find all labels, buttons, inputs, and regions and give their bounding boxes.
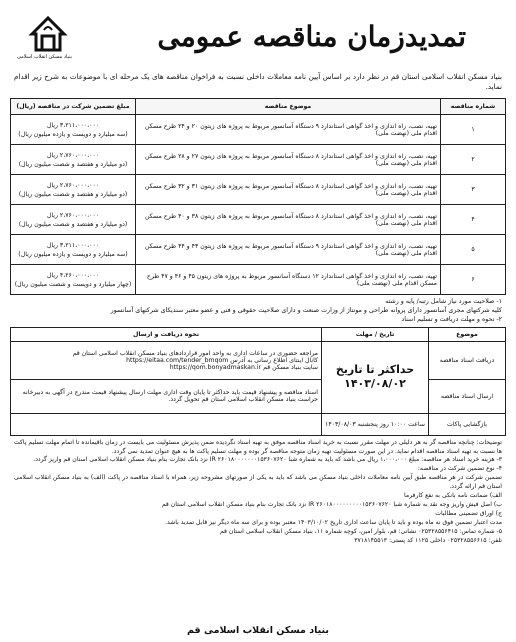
tender-amount: ۴،۲۶۰،۰۰۰،۰۰۰ ریال xyxy=(46,271,100,279)
note-line: تلفن: ۰۲۵۳۲۸۵۵۶۶۱۵ داخلی ۱۱۲۵ کد پستی: ۳۷۱۸۱۴۵۵۱۳ xyxy=(354,536,502,544)
tender-row xyxy=(11,265,506,295)
note-line: توضیحات: چنانچه مناقصه گر به هر دلیلی در مهلت مقرر نسبت به خرید اسناد مناقصه موفق به تهیه اسناد نگردیده ضمن پذیرش مسئولیت می بایست در زمان باقیمانده تا اتمام مهلت تسلیم پاکت ها نسبت به تهیه اسناد مناقصه اقدام نماید. در این صورت مسئولیت تهیه زمان متوجه مناقصه گر بوده و مهلت تسلیم پاکت ها به هیچ عنوان تمدید نمی گردد. xyxy=(14,438,502,455)
tender-number: ۱ xyxy=(441,115,506,145)
deadline-label: حداکثر تا تاریخ xyxy=(335,363,415,377)
note-line: تضمین شرکت در هر مناقصه طبق آیین نامه معاملات داخلی بنیاد مسکن می باشد که باید به یکی از صورتهای مشروحه زیر، همراه با اسناد مناقصه در پاکت (الف) به بنیاد مسکن انقلاب اسلامی استان قم ارائه گردد. xyxy=(14,474,502,491)
note-line: الف) ضمانت نامه بانکی به نفع کارفرما xyxy=(404,492,502,500)
tender-amount-cell xyxy=(11,175,136,205)
logo xyxy=(16,14,72,66)
col-header-number: شماره مناقصه xyxy=(441,99,506,115)
tender-amount-words: (دو میلیارد و هفتصد و شصت میلیون ریال) xyxy=(18,190,128,198)
tenders-table xyxy=(10,98,506,295)
tender-subject: تهیه، نصب، راه اندازی و اخذ گواهی استاندارد ۹ دستگاه آسانسور مربوط به پروژه های زیتون ۴۳ و ۴۴ طرح مسکن اقدام ملی (نهضت ملی) xyxy=(136,235,441,265)
intro-text: بنیاد مسکن انقلاب اسلامی استان قم در نظر دارد بر اساس آیین نامه معاملات داخلی نسبت به فراخوان مناقصه های یک مرحله ای با موضوعات به شرح زیر اقدام نماید. xyxy=(14,72,502,91)
method-line: مراجعه حضوری در ساعات اداری به واحد امور قراردادهای بنیاد مسکن انقلاب اسلامی استان قم xyxy=(72,349,318,357)
note-line: ۴- نوع تضمین شرکت در مناقصه: xyxy=(417,465,502,473)
deadline-cell xyxy=(322,341,429,413)
schedule-topic: ارسال اسناد مناقصه xyxy=(429,379,506,413)
note-line: مدت اعتبار تضمین فوق نه ماه بوده و باید تا پایان ساعت اداری تاریخ ۱۴۰۳/۱۰/۰۲ معتبر بوده و برای سه ماه دیگر نیز قابل تمدید باشد. xyxy=(165,518,502,526)
tender-subject: تهیه، نصب، راه اندازی و اخذ گواهی استاندارد ۸ دستگاه آسانسور مربوط به پروژه های زیتون ۲۷ و ۲۸ طرح مسکن اقدام ملی (نهضت ملی) xyxy=(136,145,441,175)
col-header-topic: موضوع xyxy=(429,327,506,341)
header xyxy=(10,6,506,72)
schedule-topic: بازگشایی پاکات xyxy=(429,413,506,435)
schedule-method-empty xyxy=(11,413,322,435)
footer-signature: بنیاد مسکن انقلاب اسلامی قم xyxy=(186,625,329,636)
house-logo-icon xyxy=(28,14,68,54)
condition-1: ۱- صلاحیت مورد نیاز شامل رتبه/ پایه و رشته xyxy=(385,298,502,305)
schedule-table xyxy=(10,327,506,436)
col-header-method: نحوه دریافت و ارسال xyxy=(11,327,322,341)
bottom-notes xyxy=(14,439,502,546)
col-header-date: تاریخ / مهلت xyxy=(322,327,429,341)
logo-caption: بنیاد مسکن انقلاب اسلامی xyxy=(16,54,72,60)
tender-number: ۲ xyxy=(441,145,506,175)
schedule-row-send xyxy=(11,379,506,413)
page-title: تمدیدزمان مناقصه عمومی xyxy=(157,20,466,53)
site-link[interactable]: سایت بنیاد مسکن قم https://qom.bonyadmaskan.ir xyxy=(169,363,318,371)
schedule-topic: دریافت اسناد مناقصه xyxy=(429,341,506,379)
tender-row xyxy=(11,205,506,235)
tenders-header-row xyxy=(11,99,506,115)
tender-amount: ۲،۷۶۰،۰۰۰،۰۰۰ ریال xyxy=(46,151,100,159)
tender-amount: ۲،۷۶۰،۰۰۰،۰۰۰ ریال xyxy=(46,211,100,219)
tender-amount-words: (دو میلیارد و هفتصد و شصت میلیون ریال) xyxy=(18,160,128,168)
tender-amount-cell xyxy=(11,145,136,175)
tender-amount-words: (سه میلیارد و دویست و یازده میلیون ریال) xyxy=(18,250,128,258)
tender-amount-cell xyxy=(11,235,136,265)
opening-date: ساعت ۱۰:۰۰ روز پنجشنبه ۱۴۰۳/۰۸/۰۳ xyxy=(322,413,429,435)
tender-amount: ۲،۷۶۰،۰۰۰،۰۰۰ ریال xyxy=(46,181,100,189)
note-line: ج) اوراق تضمینی مطالبات xyxy=(435,509,502,517)
note-line: ب) اصل فیش واریز وجه نقد به شماره شبا IR ۲۶۰۱۸۰۰۰۰۰۰۰۰۰۱۵۳۶۰۷۶۲۰ نزد بانک تجارت بنام بنیاد مسکن انقلاب اسلامی استان قم xyxy=(161,500,502,508)
condition-3: ۲- نحوه و مهلت دریافت و تسلیم اسناد xyxy=(401,316,502,324)
tender-row xyxy=(11,115,506,145)
tender-amount: ۳،۲۱۱،۰۰۰،۰۰۰ ریال xyxy=(46,121,100,129)
schedule-method xyxy=(11,341,322,379)
tender-amount-words: (دو میلیارد و هفتصد و شصت میلیون ریال) xyxy=(18,220,128,228)
tender-amount-cell xyxy=(11,205,136,235)
tender-amount-words: (سه میلیارد و دویست و یازده میلیون ریال) xyxy=(18,130,128,138)
note-line: ۵- شماره تماس: ۰۲۵۳۲۸۵۵۶۴۱۵ نشانی: قم، بلوار امین، کوچه شماره ۱۱، بنیاد مسکن انقلاب اسلامی استان قم xyxy=(219,527,502,535)
schedule-method: اسناد مناقصه و پیشنهاد قیمت باید حداکثر تا پایان وقت اداری مهلت ارسال پیشنهاد قیمت مندرج در آگهی به دبیرخانه حراست بنیاد مسکن انقلاب اسلامی استان قم تحویل گردد. xyxy=(11,379,322,413)
conditions xyxy=(14,297,502,325)
tender-number: ۴ xyxy=(441,205,506,235)
deadline-date: ۱۴۰۳/۰۸/۰۲ xyxy=(344,377,406,391)
col-header-amount: مبلغ تضمین شرکت در مناقصه (ریال) xyxy=(11,99,136,115)
tender-amount-cell xyxy=(11,115,136,145)
tender-row xyxy=(11,145,506,175)
tender-amount: ۳،۲۱۱،۰۰۰،۰۰۰ ریال xyxy=(46,241,100,249)
tender-row xyxy=(11,175,506,205)
schedule-header-row xyxy=(11,327,506,341)
tender-amount-words: (چهار میلیارد و دویست و شصت میلیون ریال) xyxy=(14,280,132,288)
channel-link[interactable]: کانال اینتای اطلاع رسانی به آدرس https://eitaa.com/tender_bmqom xyxy=(126,356,318,364)
schedule-row-open xyxy=(11,413,506,435)
tender-number: ۶ xyxy=(441,265,506,295)
col-header-subject: موضوع مناقصه xyxy=(136,99,441,115)
schedule-row-receive xyxy=(11,341,506,379)
tender-subject: تهیه، نصب، راه اندازی و اخذ گواهی استاندارد ۹ دستگاه آسانسور مربوط به پروژه های زیتون ۲۰ و ۲۴ طرح مسکن اقدام ملی (نهضت ملی) xyxy=(136,115,441,145)
condition-2: کلیه شرکتهای مجری آسانسور دارای پروانه طراحی و مونتاژ از وزارت صنعت و دارای صلاحیت حقوقی و فنی و عضو معتبر سندیکای شرکتهای آسانسور xyxy=(110,307,502,315)
tender-number: ۵ xyxy=(441,235,506,265)
tender-subject: تهیه، نصب، راه اندازی و اخذ گواهی استاندارد ۱۲ دستگاه آسانسور مربوط به پروژه های زیتون ۴۵ و ۴۶ و ۴۷ طرح مسکن اقدام ملی (نهضت ملی) xyxy=(136,265,441,295)
tender-number: ۳ xyxy=(441,175,506,205)
tender-row xyxy=(11,235,506,265)
tender-amount-cell xyxy=(11,265,136,295)
tender-subject: تهیه، نصب، راه اندازی و اخذ گواهی استاندارد ۸ دستگاه آسانسور مربوط به پروژه های زیتون ۳۸ و ۴۰ طرح مسکن اقدام ملی (نهضت ملی) xyxy=(136,205,441,235)
tender-subject: تهیه، نصب، راه اندازی و اخذ گواهی استاندارد ۸ دستگاه آسانسور مربوط به پروژه های زیتون ۳۱ و ۳۲ طرح مسکن اقدام ملی (نهضت ملی) xyxy=(136,175,441,205)
note-line: ۳- هزینه خرید اسناد هر مناقصه: مبلغ ۱،۰۰۰،۰۰۰ ریال می باشد که باید به شماره شبا IR ۲۶۰۱۸۰۰۰۰۰۰۰۱۵۳۶۰۷۶۲۰ نزد بانک تجارت بنام بنیاد مسکن انقلاب اسلامی استان قم واریز گردد. xyxy=(33,456,502,464)
